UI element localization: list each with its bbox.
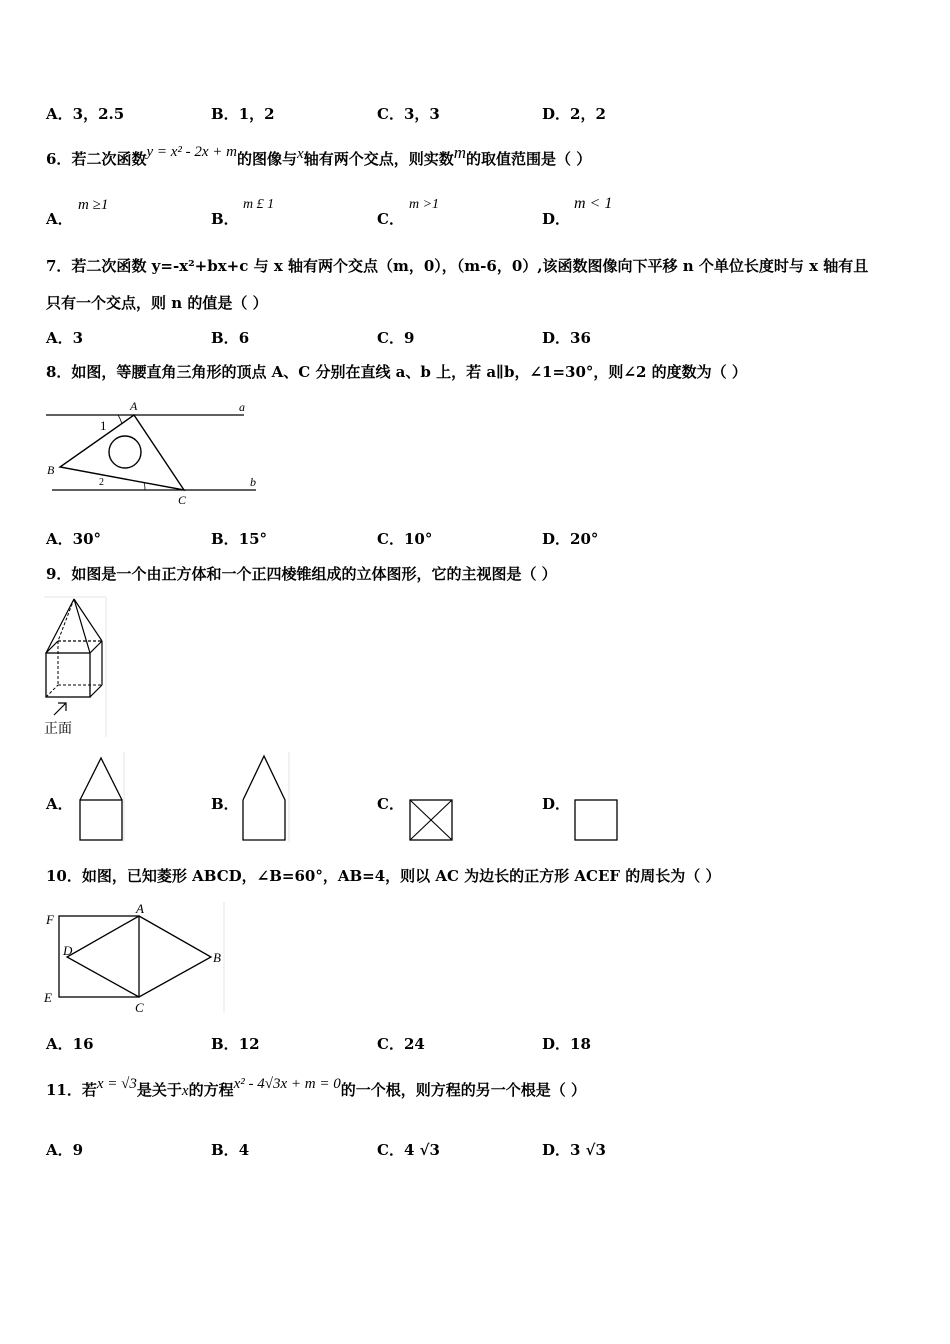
q7-option-c: C．9 xyxy=(377,329,415,347)
q6-option-a: A． xyxy=(46,210,73,228)
q11-option-d: D．3 √3 xyxy=(542,1141,606,1159)
svg-text:A: A xyxy=(136,901,144,916)
q9-option-c-figure xyxy=(407,797,457,843)
svg-text:C: C xyxy=(135,1000,144,1015)
q11-question: 11．若x = √3是关于x的方程x² - 4√3x + m = 0的一个根，则方程的另一个根是（ ） xyxy=(46,1076,586,1099)
q10-figure xyxy=(44,900,228,1016)
q6-option-a-math: m ≥1 xyxy=(78,197,109,213)
label-B: B xyxy=(47,463,55,477)
q8-option-d: D．20° xyxy=(542,530,599,548)
q6-option-c: C． xyxy=(377,210,404,228)
label-a: a xyxy=(239,400,245,414)
q7-question-line1: 7．若二次函数 y=-x²+bx+c 与 x 轴有两个交点（m，0），（m-6，0）,该函数图像向下平移 n 个单位长度时与 x 轴有且 xyxy=(46,257,869,275)
svg-text:D: D xyxy=(63,943,73,958)
front-label: 正面 xyxy=(44,721,72,737)
triangle-abc xyxy=(60,415,184,490)
q7-option-d: D．36 xyxy=(542,329,591,347)
q5-option-b: B．1，2 xyxy=(211,105,275,123)
label-2: 2 xyxy=(99,477,104,488)
q9-option-c: C． xyxy=(377,795,404,813)
q10-question: 10．如图，已知菱形 ABCD，∠B=60°，AB=4，则以 AC 为边长的正方形 ACEF 的周长为（ ） xyxy=(46,867,721,885)
q9-option-a: A． xyxy=(46,795,73,813)
svg-text:B: B xyxy=(213,950,221,965)
q8-option-c: C．10° xyxy=(377,530,433,548)
svg-text:F: F xyxy=(46,912,54,927)
q8-figure xyxy=(44,396,264,508)
q5-option-c: C．3，3 xyxy=(377,105,440,123)
front-arrow xyxy=(54,703,66,715)
q8-option-b: B．15° xyxy=(211,530,268,548)
label-1: 1 xyxy=(100,418,107,433)
q6-option-d: D． xyxy=(542,210,571,228)
q6-option-c-math: m >1 xyxy=(409,197,440,212)
q9-option-b: B． xyxy=(211,795,239,813)
q11-option-a: A．9 xyxy=(46,1141,84,1159)
q9-option-a-figure xyxy=(76,752,126,844)
q9-question: 9．如图是一个由正方体和一个正四棱锥组成的立体图形，它的主视图是（ ） xyxy=(46,565,557,583)
pyramid-edge xyxy=(46,599,74,653)
q7-question-line2: 只有一个交点，则 n 的值是（ ） xyxy=(46,294,268,312)
q7-option-b: B．6 xyxy=(211,329,250,347)
q10-option-d: D．18 xyxy=(542,1035,591,1053)
q10-option-b: B．12 xyxy=(211,1035,260,1053)
q6-option-b: B． xyxy=(211,210,239,228)
cube-front xyxy=(46,653,90,697)
q5-option-a: A．3，2.5 xyxy=(46,105,125,123)
q7-option-a: A．3 xyxy=(46,329,84,347)
label-C: C xyxy=(178,493,187,507)
q11-option-c: C．4 √3 xyxy=(377,1141,440,1159)
triangle-hole xyxy=(109,436,141,468)
angle-1-arc xyxy=(118,415,122,424)
q10-option-c: C．24 xyxy=(377,1035,425,1053)
q5-option-d: D．2，2 xyxy=(542,105,606,123)
q10-option-a: A．16 xyxy=(46,1035,94,1053)
q11-option-b: B．4 xyxy=(211,1141,250,1159)
svg-text:E: E xyxy=(44,990,52,1005)
q6-option-d-math: m < 1 xyxy=(574,195,613,212)
q9-option-b-figure xyxy=(239,752,291,844)
q9-option-d: D． xyxy=(542,795,571,813)
label-b: b xyxy=(250,475,256,489)
q6-question: 6．若二次函数y = x² - 2x + m的图像与x轴有两个交点，则实数m的取值范围是（ ） xyxy=(46,143,592,168)
q8-option-a: A．30° xyxy=(46,530,102,548)
angle-2-arc xyxy=(144,483,145,490)
q9-option-d-figure xyxy=(572,797,622,843)
label-A: A xyxy=(130,399,138,413)
q8-question: 8．如图，等腰直角三角形的顶点 A、C 分别在直线 a、b 上，若 a∥b，∠1=30°，则∠2 的度数为（ ） xyxy=(46,363,747,381)
q6-option-b-math: m £ 1 xyxy=(243,197,275,212)
